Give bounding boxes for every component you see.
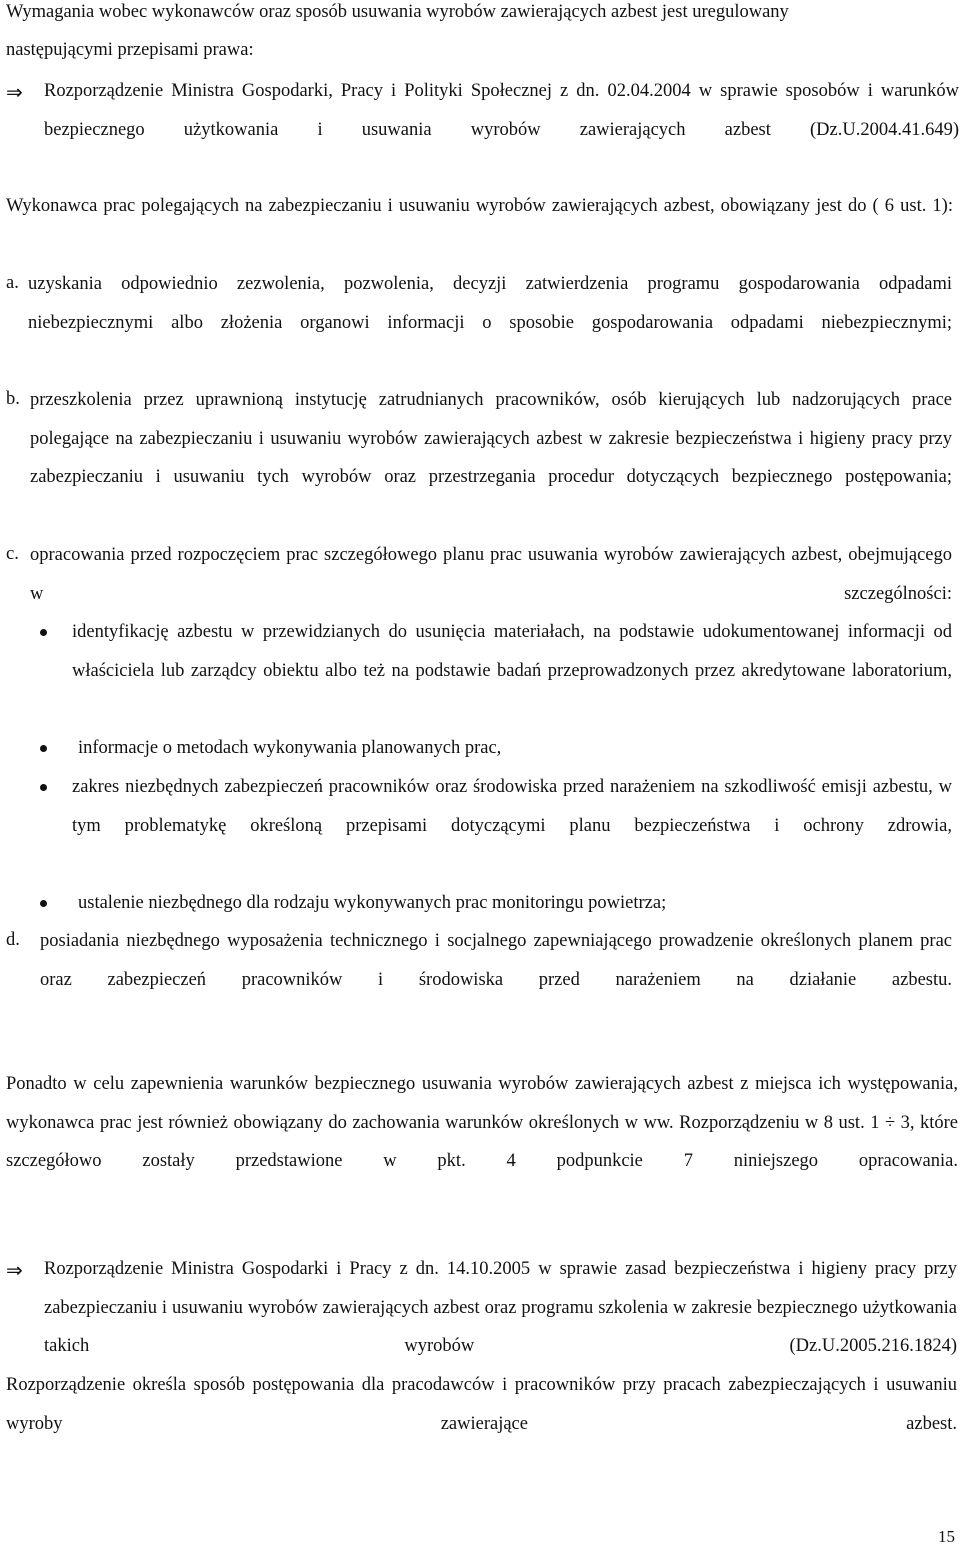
subitem-2: informacje o metodach wykonywania planowanych prac, (78, 738, 502, 758)
page-number: 15 (938, 1527, 955, 1546)
intro-line-1: Wymagania wobec wykonawców oraz sposób usuwania wyrobów zawierających azbest jest uregulowany (6, 2, 789, 22)
bullet-icon (40, 784, 47, 791)
item-d-marker: d. (6, 930, 20, 950)
arrow-icon: ⇒ (6, 1258, 23, 1282)
item-a-marker: a. (6, 273, 19, 293)
intro-line-2: następującymi przepisami prawa: (6, 40, 254, 60)
arrow-icon: ⇒ (6, 80, 23, 104)
bullet-icon (40, 629, 47, 636)
obligation-paragraph: Wykonawca prac polegających na zabezpieczaniu i usuwaniu wyrobów zawierających azbest, obowiązany jest do ( 6 ust. 1): (6, 196, 953, 216)
additional-paragraph: Ponadto w celu zapewnienia warunków bezpiecznego usuwania wyrobów zawierających azbest z miejsca ich występowania, wykonawca prac jest również obowiązany do zachowania warunków określonych w ww. Rozporządzeniu w 8 ust. 1 ÷ 3, które szczegółowo zostały przedstawione w pkt. 4 podpunkcie 7 niniejszego opracowania. (6, 1074, 958, 1171)
subitem-4: ustalenie niezbędnego dla rodzaju wykonywanych prac monitoringu powietrza; (78, 893, 667, 913)
item-c-text: opracowania przed rozpoczęciem prac szczegółowego planu prac usuwania wyrobów zawierających azbest, obejmującego w szczególności: (30, 545, 952, 604)
subitem-1: identyfikację azbestu w przewidzianych do usunięcia materiałach, na podstawie udokumentowanej informacji od właściciela lub zarządcy obiektu albo też na podstawie badań przeprowadzonych przez akredytowane laboratorium, (72, 622, 952, 681)
subitem-3: zakres niezbędnych zabezpieczeń pracowników oraz środowiska przed narażeniem na szkodliwość emisji azbestu, w tym problematykę określoną przepisami dotyczącymi planu bezpieczeństwa i ochrony zdrowia, (72, 777, 952, 836)
item-d-text: posiadania niezbędnego wyposażenia technicznego i socjalnego zapewniającego prowadzenie określonych planem prac oraz zabezpieczeń pracowników i środowiska przed narażeniem na działanie azbestu. (40, 931, 952, 990)
item-a-text: uzyskania odpowiednio zezwolenia, pozwolenia, decyzji zatwierdzenia programu gospodarowania odpadami niebezpiecznymi albo złożenia organowi informacji o sposobie gospodarowania odpadami niebezpiecznymi; (28, 274, 952, 333)
item-b-text: przeszkolenia przez uprawnioną instytucję zatrudnianych pracowników, osób kierujących lub nadzorujących prace polegające na zabezpieczaniu i usuwaniu wyrobów zawierających azbest w zakresie bezpieczeństwa i higieny pracy przy zabezpieczaniu i usuwaniu tych wyrobów oraz przestrzegania procedur dotyczących bezpiecznego postępowania; (30, 390, 952, 487)
bullet-icon (40, 900, 47, 907)
item-c-marker: c. (6, 544, 19, 564)
closing-paragraph: Rozporządzenie określa sposób postępowania dla pracodawców i pracowników przy pracach zabezpieczających i usuwaniu wyroby zawierające azbest. (6, 1375, 957, 1434)
regulation-1-title: Rozporządzenie Ministra Gospodarki, Pracy i Polityki Społecznej z dn. 02.04.2004 w sprawie sposobów i warunków bezpiecznego użytkowania i usuwania wyrobów zawierających azbest (Dz.U.2004.41.649) (44, 81, 959, 140)
item-b-marker: b. (6, 389, 20, 409)
bullet-icon (40, 745, 47, 752)
regulation-2-title: Rozporządzenie Ministra Gospodarki i Pracy z dn. 14.10.2005 w sprawie zasad bezpieczeństwa i higieny pracy przy zabezpieczaniu i usuwaniu wyrobów zawierających azbest oraz programu szkolenia w zakresie bezpiecznego użytkowania takich wyrobów (Dz.U.2005.216.1824) (44, 1259, 957, 1356)
